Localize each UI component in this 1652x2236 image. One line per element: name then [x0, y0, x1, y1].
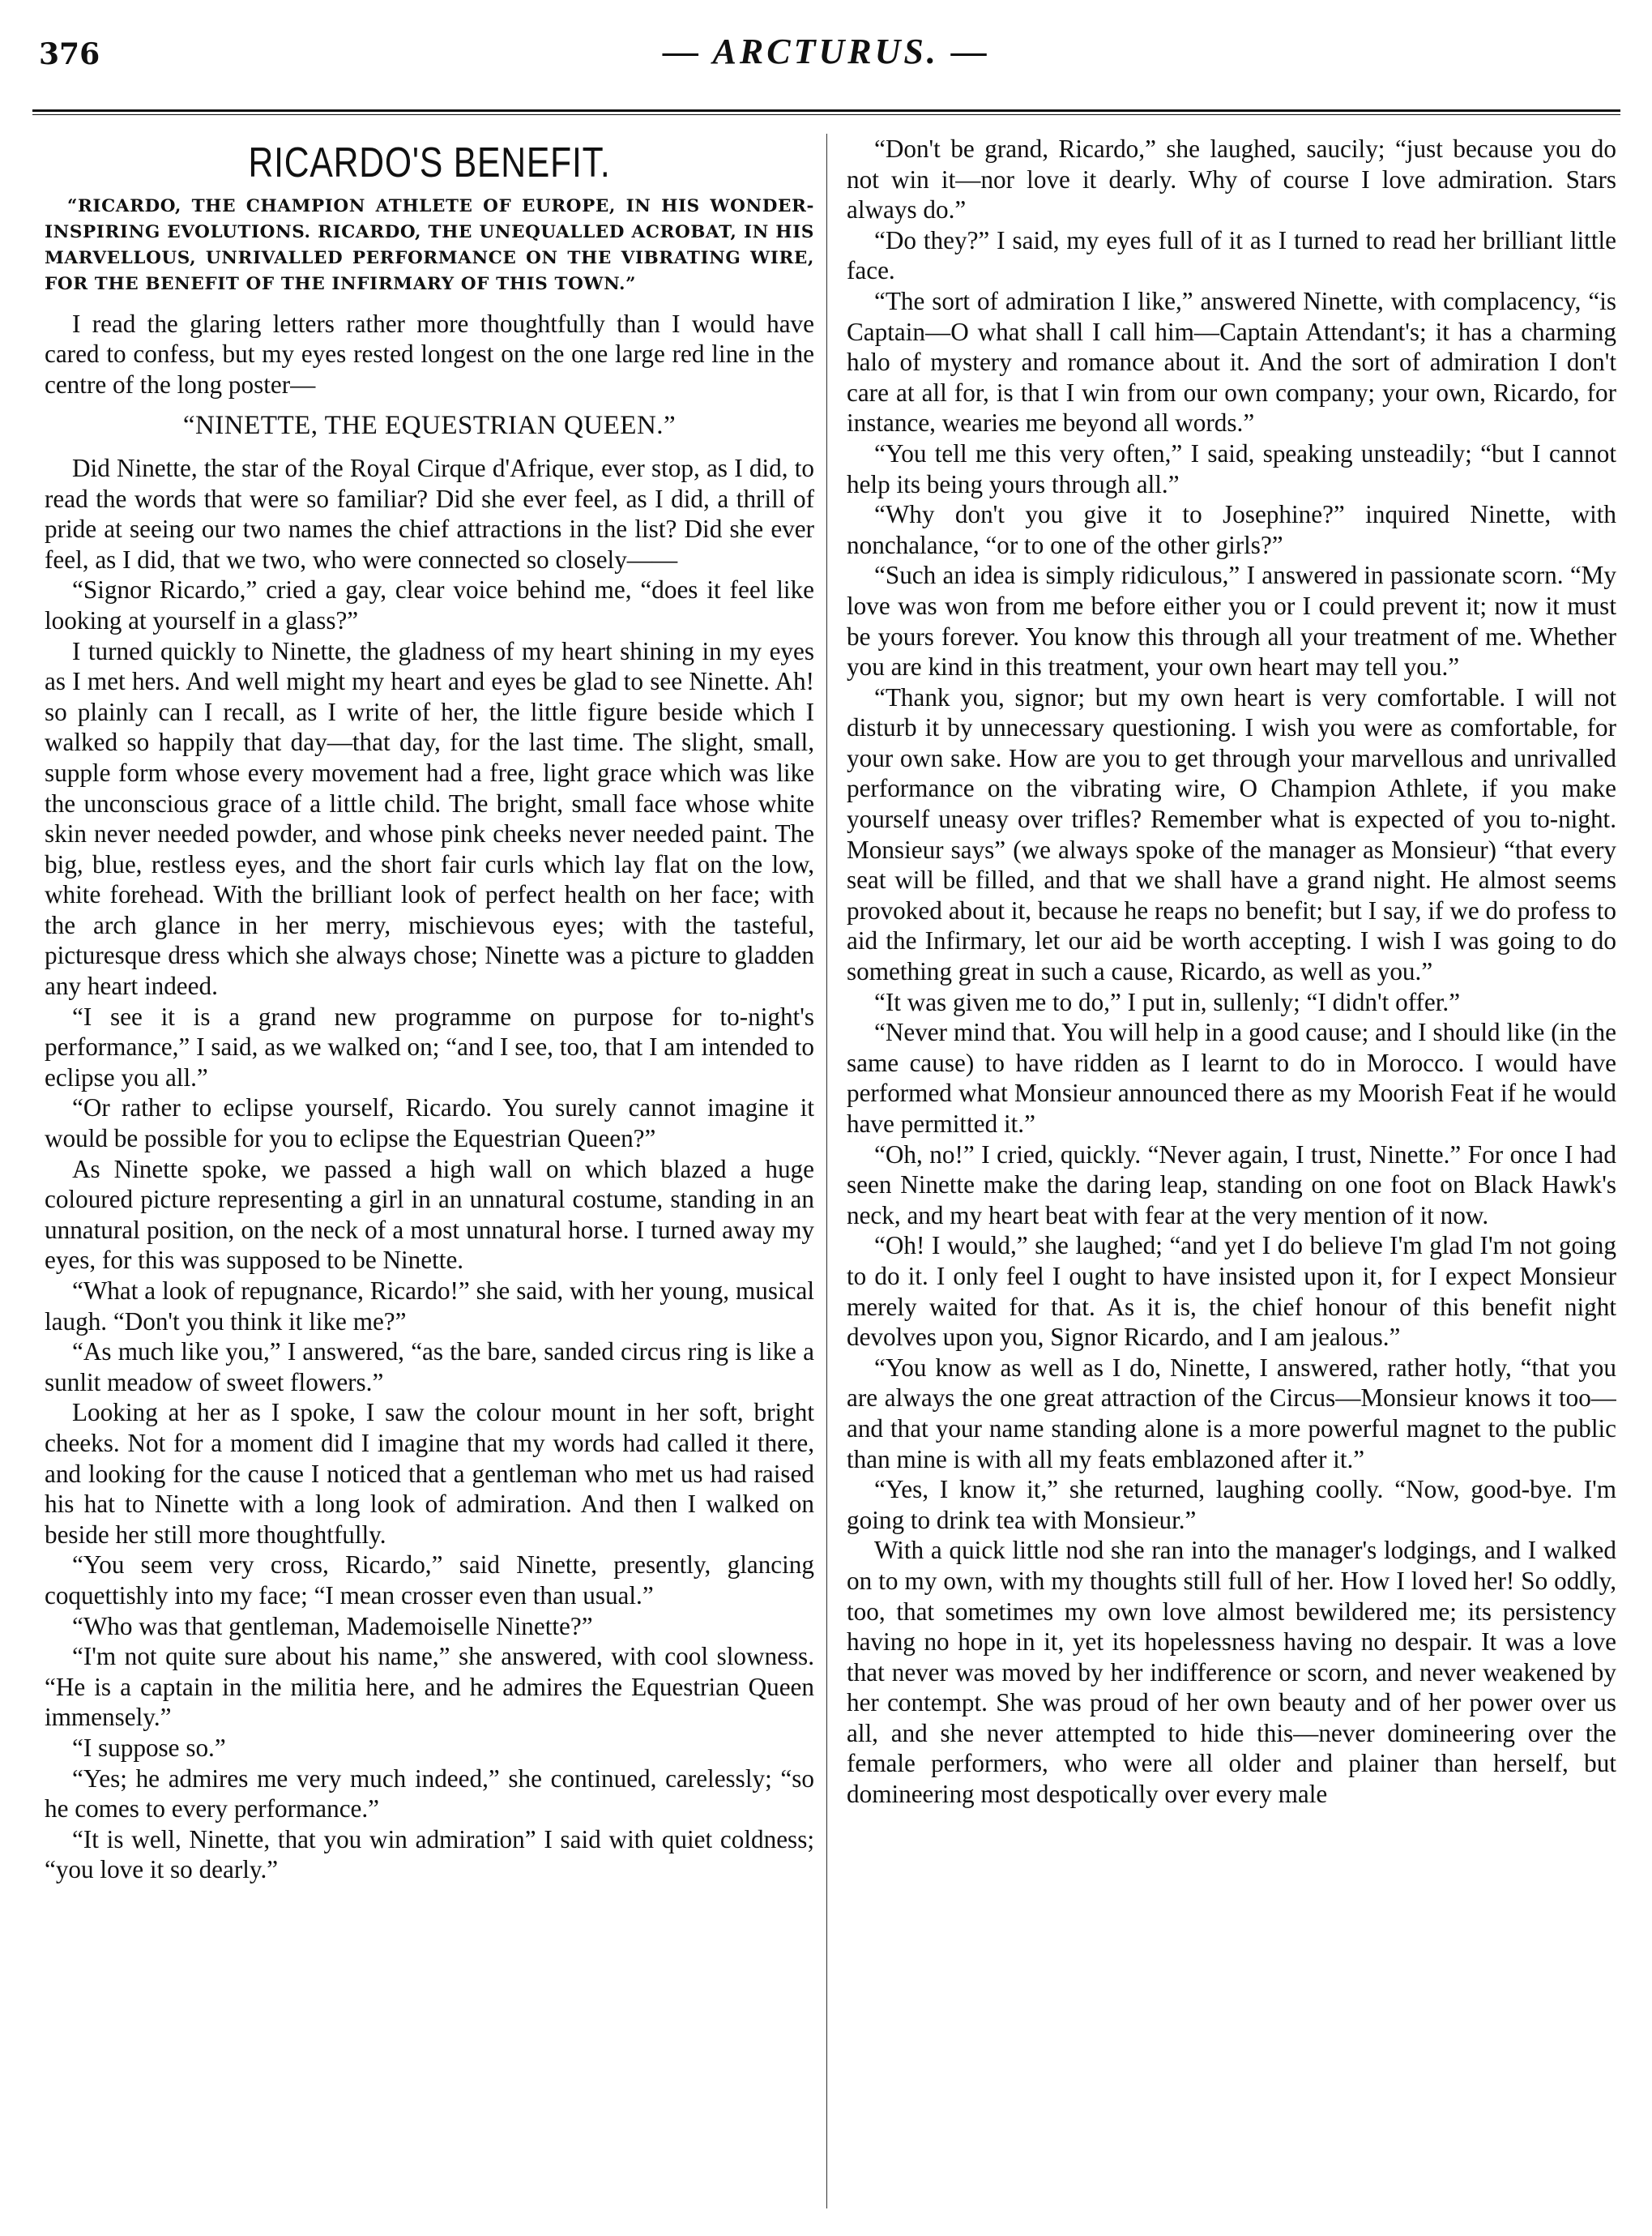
poster-text: “RICARDO, THE CHAMPION ATHLETE OF EUROPE, IN HIS WONDER-INSPIRING EVOLUTIONS. RICARDO, THE UNEQUALLED ACROBAT, IN HIS MARVELLOUS, UNRIVALLED PERFORMANCE ON THE VIBRATING WIRE, FOR THE BENEFIT OF THE INFIRMARY OF THIS TOWN.” [45, 195, 814, 294]
paragraph: “You seem very cross, Ricardo,” said Ninette, presently, glancing coquettishly into my face; “I mean crosser even than usual.” [45, 1550, 814, 1610]
paragraph: Did Ninette, the star of the Royal Cirque d'Afrique, ever stop, as I did, to read the words that were so familiar? Did she ever feel, as I did, a thrill of pride at seeing our two names the chief attractions in the list? Did she ever feel, as I did, that we two, who were connected so closely—— [45, 453, 814, 574]
paragraph: “What a look of repugnance, Ricardo!” she said, with her young, musical laugh. “Don't you think it like me?” [45, 1276, 814, 1336]
paragraph: “Never mind that. You will help in a good cause; and I should like (in the same cause) to have ridden as I learnt to do in Morocco. I would have performed what Monsieur announced there as my Moorish Feat if he would have permitted it.” [847, 1018, 1616, 1138]
paragraph: “Do they?” I said, my eyes full of it as I turned to read her brilliant little face. [847, 225, 1616, 285]
paragraph: “Yes; he admires me very much indeed,” she continued, carelessly; “so he comes to every performance.” [45, 1764, 814, 1823]
paragraph: “Yes, I know it,” she returned, laughing coolly. “Now, good-bye. I'm going to drink tea with Monsieur.” [847, 1475, 1616, 1534]
paragraph: “Thank you, signor; but my own heart is very comfortable. I will not disturb it by unnecessary questioning. I wish you were as comfortable, for your own sake. How are you to get through your marvellous and unrivalled performance on the vibrating wire, O Champion Athlete, if you make yourself uneasy over trifles? Remember what is expected of you to-night. Monsieur says” (we always spoke of the manager as Monsieur) “that every seat will be filled, and that we shall have a grand night. He almost seems provoked about it, because he reaps no benefit; but I say, if we do profess to aid the Infirmary, let our aid be worth accepting. I wish I was going to do something great in such a cause, Ricardo, as well as you.” [847, 682, 1616, 986]
column-divider [826, 134, 827, 2208]
paragraph: “Why don't you give it to Josephine?” inquired Ninette, with nonchalance, “or to one of the other girls?” [847, 500, 1616, 559]
paragraph: “Oh! I would,” she laughed; “and yet I do believe I'm glad I'm not going to do it. I only feel I ought to have insisted upon it, for I expect Monsieur merely waited for that. As it is, the chief honour of this benefit night devolves upon you, Signor Ricardo, and I am jealous.” [847, 1231, 1616, 1352]
header-rule-thin [32, 114, 1620, 115]
paragraph: “It is well, Ninette, that you win admiration” I said with quiet coldness; “you love it so dearly.” [45, 1824, 814, 1884]
page-header [32, 31, 1620, 96]
page-number: 376 [39, 37, 100, 71]
paragraph: “The sort of admiration I like,” answered Ninette, with complacency, “is Captain—O what shall I call him—Captain Attendant's; it has a charming halo of mystery and romance about it. And the sort of admiration I don't care at all for, is that I win from our own company; your own, Ricardo, for instance, wearies me beyond all words.” [847, 286, 1616, 438]
paragraph: With a quick little nod she ran into the manager's lodgings, and I walked on to my own, with my thoughts still full of her. How I loved her! So oddly, too, that sometimes my own love almost bewildered me; its persistency having no hope in it, yet its hopelessness having no despair. It was a love that never was moved by her indifference or scorn, and never weakened by her contempt. She was proud of her own beauty and of her power over us all, and she never attempted to hide this—never domineering over the female performers, who were all older and plainer than herself, but domineering most despotically over every male [847, 1536, 1616, 1809]
running-title: — ARCTURUS. — [663, 32, 990, 71]
paragraph: Looking at her as I spoke, I saw the colour mount in her soft, bright cheeks. Not for a moment did I imagine that my words had called it there, and looking for the cause I noticed that a gentleman who met us had raised his hat to Ninette with a long look of admiration. And then I walked on beside her still more thoughtfully. [45, 1398, 814, 1549]
paragraph: I turned quickly to Ninette, the gladness of my heart shining in my eyes as I met hers. And well might my heart and eyes be glad to see Ninette. Ah! so plainly can I recall, as I write of her, the little figure beside which I walked so happily that day—that day, for the last time. The slight, small, supple form whose every movement had a free, light grace which was like the unconscious grace of a little child. The bright, small face whose white skin never needed powder, and whose pink cheeks never needed paint. The big, blue, restless eyes, and the short fair curls which lay flat on the low, white forehead. With the brilliant look of perfect health on her face; with the arch glance in her merry, mischievous eyes; with the tasteful, picturesque dress which she always chose; Ninette was a picture to gladden any heart indeed. [45, 636, 814, 1001]
paragraph: “Don't be grand, Ricardo,” she laughed, saucily; “just because you do not win it—nor love it dearly. Why of course I love admiration. Stars always do.” [847, 135, 1616, 224]
paragraph: “Such an idea is simply ridiculous,” I answered in passionate scorn. “My love was won from me before either you or I could prevent it; now it must be yours forever. You know this through all your treatment of me. Whether you are kind in this treatment, your own heart may tell you.” [847, 561, 1616, 682]
paragraph: I read the glaring letters rather more thoughtfully than I would have cared to confess, but my eyes rested longest on the one large red line in the centre of the long poster— [45, 309, 814, 399]
paragraph: “Signor Ricardo,” cried a gay, clear voice behind me, “does it feel like looking at yourself in a glass?” [45, 575, 814, 635]
right-body [847, 134, 1616, 1810]
paragraph: “I suppose so.” [72, 1733, 226, 1762]
paragraph: “I'm not quite sure about his name,” she answered, with cool slowness. “He is a captain in the militia here, and he admires the Equestrian Queen immensely.” [45, 1642, 814, 1732]
paragraph: “I see it is a grand new programme on purpose for to-night's performance,” I said, as we walked on; “and I see, too, that I am intended to eclipse you all.” [45, 1002, 814, 1092]
article-title: RICARDO'S BENEFIT. [248, 139, 611, 186]
paragraph: “It was given me to do,” I put in, sullenly; “I didn't offer.” [874, 987, 1461, 1016]
paragraph: “As much like you,” I answered, “as the bare, sanded circus ring is like a sunlit meadow of sweet flowers.” [45, 1337, 814, 1396]
poster-subhead: “NINETTE, THE EQUESTRIAN QUEEN.” [182, 411, 677, 441]
paragraph: “Oh, no!” I cried, quickly. “Never again, I trust, Ninette.” For once I had seen Ninette make the daring leap, standing on one foot on Black Hawk's neck, and my heart beat with fear at the very mention of it now. [847, 1139, 1616, 1229]
left-column [45, 134, 814, 2217]
paragraph: “You tell me this very often,” I said, speaking unsteadily; “but I cannot help its being yours through all.” [847, 438, 1616, 498]
right-column [847, 134, 1616, 2217]
paragraph: “Or rather to eclipse yourself, Ricardo. You surely cannot imagine it would be possible for you to eclipse the Equestrian Queen?” [45, 1093, 814, 1153]
paragraph: “Who was that gentleman, Mademoiselle Ninette?” [72, 1611, 593, 1640]
left-intro [45, 309, 814, 400]
left-body [45, 453, 814, 1885]
paragraph: “You know as well as I do, Ninette, I answered, rather hotly, “that you are always the one great attraction of the Circus—Monsieur knows it too—and that your name standing alone is a more powerful magnet to the public than mine is with all my feats emblazoned after it.” [847, 1353, 1616, 1473]
paragraph: As Ninette spoke, we passed a high wall on which blazed a huge coloured picture representing a girl in an unnatural costume, standing in an unnatural position, on the neck of a most unnatural horse. I turned away my eyes, for this was supposed to be Ninette. [45, 1154, 814, 1275]
header-rule [32, 109, 1620, 112]
